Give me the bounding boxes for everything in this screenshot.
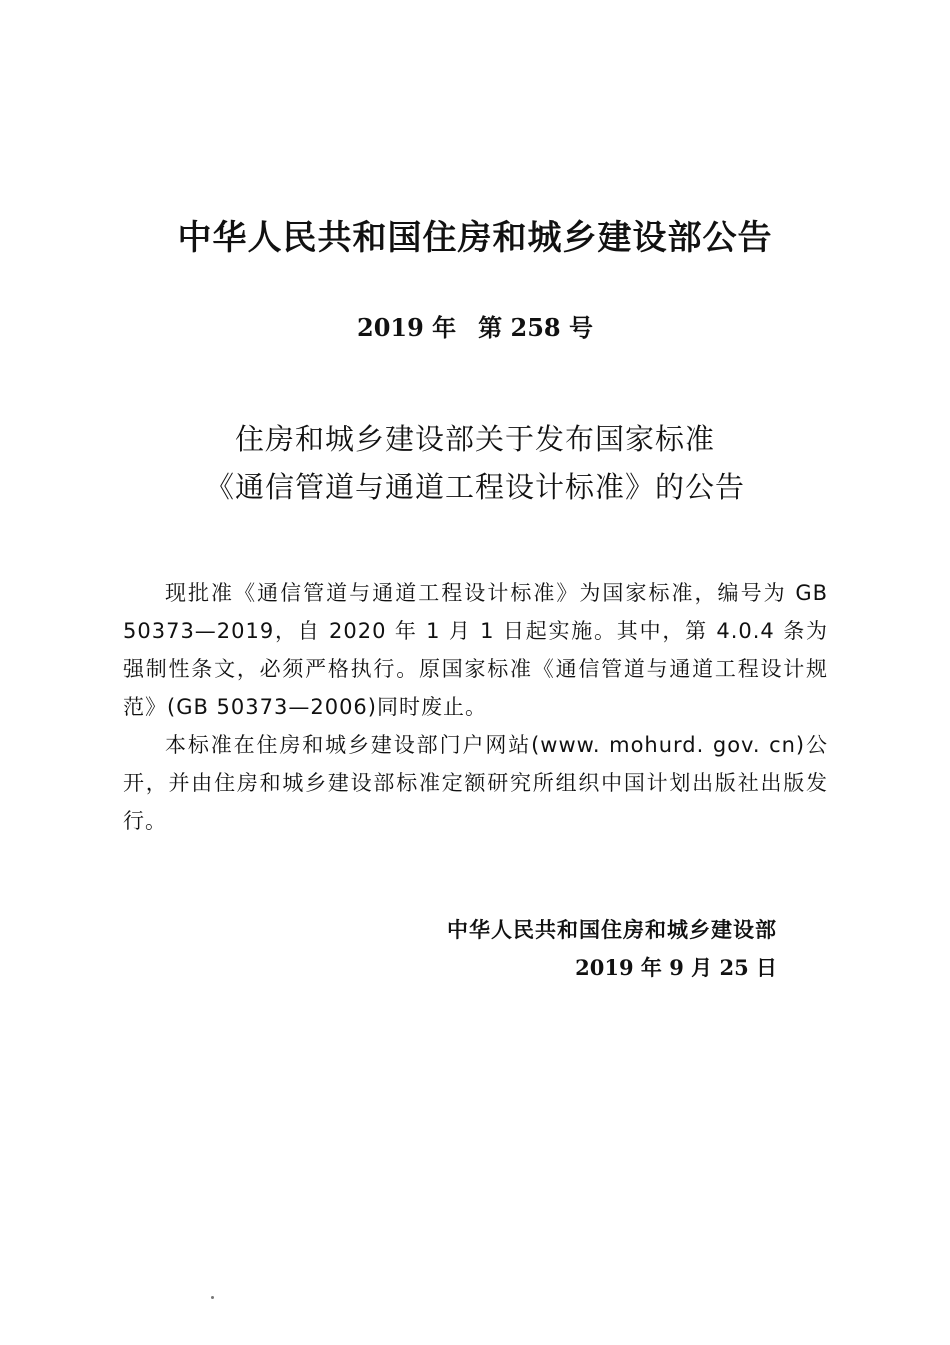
- signature-date: 2019 年 9 月 25 日: [575, 955, 777, 980]
- announcement-subject: [0, 415, 950, 511]
- issue-number: 第 258 号: [478, 313, 593, 342]
- subject-line-1: 住房和城乡建设部关于发布国家标准: [234, 422, 715, 456]
- signature-block: [0, 911, 777, 987]
- subject-line-2: 《通信管道与通道工程设计标准》的公告: [204, 470, 745, 504]
- body-paragraph-approval: 现批准《通信管道与通道工程设计标准》为国家标准，编号为 GB 50373—2019，自 2020 年 1 月 1 日起实施。其中，第 4.0.4 条为强制性条文，必须严格执行。原国家标准《通信管道与通道工程设计规范》(GB 50373—2006)同时废止。: [123, 581, 828, 719]
- issue-number-line: [0, 310, 950, 346]
- announcement-body: [123, 574, 828, 840]
- scan-speck: [211, 1296, 214, 1299]
- ministry-announcement-title: 中华人民共和国住房和城乡建设部公告: [177, 218, 773, 258]
- signature-organization: 中华人民共和国住房和城乡建设部: [447, 918, 777, 942]
- issue-year: 2019 年: [357, 313, 457, 342]
- body-paragraph-publication: 本标准在住房和城乡建设部门户网站(www. mohurd. gov. cn)公开，并由住房和城乡建设部标准定额研究所组织中国计划出版社出版发行。: [123, 733, 828, 833]
